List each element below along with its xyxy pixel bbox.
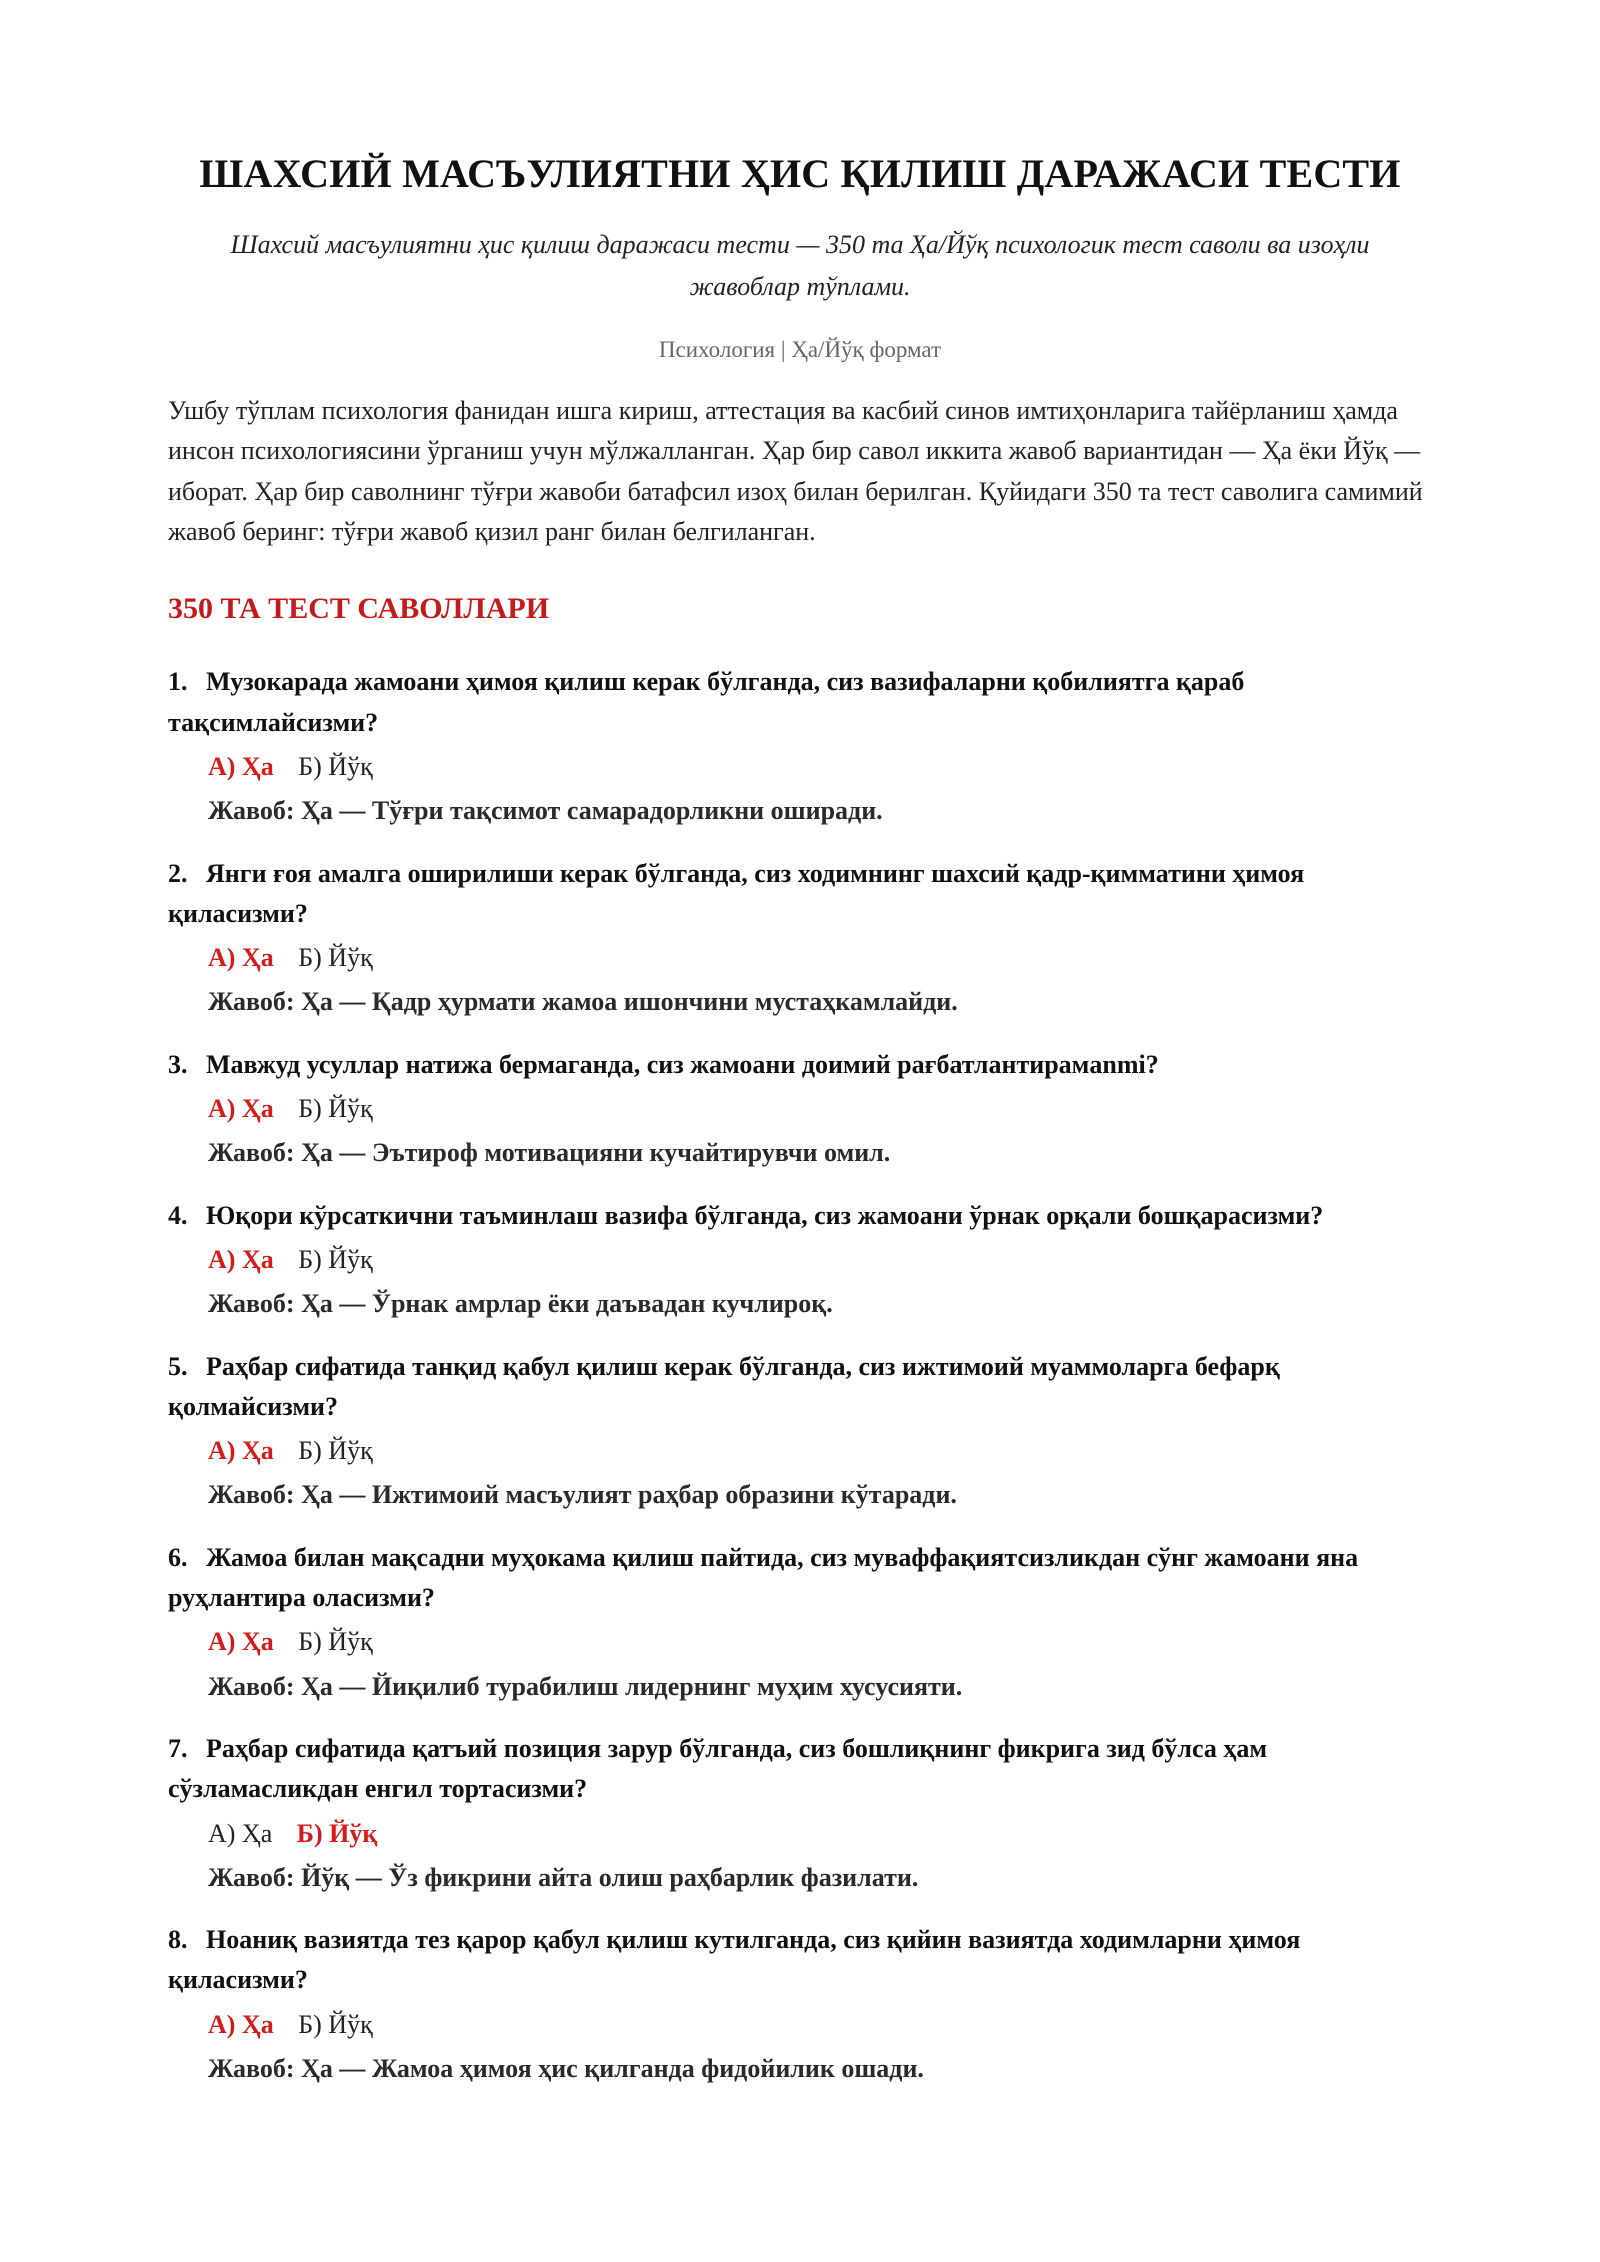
- question-body: Мавжуд усуллар натижа бермаганда, сиз жамоани доимий рағбатлантирамanmi?: [206, 1049, 1159, 1079]
- answer-explanation: Жавоб: Ҳа — Қадр ҳурмати жамоа ишончини мустаҳкамлайди.: [208, 987, 958, 1017]
- question-item: [168, 1538, 1432, 1707]
- question-item: [168, 854, 1432, 1023]
- answer-options: [208, 747, 1432, 787]
- question-item: [168, 1920, 1432, 2089]
- answer-explanation: Жавоб: Ҳа — Ўрнак амрлар ёки даъвадан кучлироқ.: [208, 1289, 833, 1319]
- option-a: А) Ҳа: [208, 1436, 274, 1466]
- document-meta: Психология | Ҳа/Йўқ формат: [658, 337, 942, 363]
- answer-explanation: Жавоб: Йўқ — Ўз фикрини айта олиш раҳбарлик фазилати.: [208, 1862, 919, 1892]
- answer-explanation: Жавоб: Ҳа — Эътироф мотивацияни кучайтирувчи омил.: [208, 1138, 891, 1168]
- question-body: Раҳбар сифатида қатъий позиция зарур бўлганда, сиз бошлиқнинг фикрига зид бўлса ҳам сўзламасликдан енгил тортасизми?: [168, 1733, 1268, 1804]
- answer-options: [208, 1814, 1432, 1854]
- question-number: 3.: [168, 1049, 188, 1079]
- answer-options: [208, 938, 1432, 978]
- question-number: 2.: [168, 858, 188, 888]
- question-number: 6.: [168, 1542, 188, 1572]
- option-b: Б) Йўқ: [298, 1627, 373, 1657]
- question-item: [168, 1196, 1432, 1325]
- option-a: А) Ҳа: [208, 943, 274, 973]
- option-b: Б) Йўқ: [298, 1244, 373, 1274]
- document-subtitle: Шахсий масъулиятни ҳис қилиш даражаси тести — 350 та Ҳа/Йўқ психологик тест саволи ва изоҳли жавоблар тўплами.: [230, 230, 1370, 301]
- option-a: А) Ҳа: [208, 1627, 274, 1657]
- section-heading: 350 ТА ТЕСТ САВОЛЛАРИ: [168, 592, 550, 626]
- answer-explanation: Жавоб: Ҳа — Жамоа ҳимоя ҳис қилганда фидойилик ошади.: [208, 2053, 924, 2083]
- question-item: [168, 1347, 1432, 1516]
- option-b: Б) Йўқ: [298, 1094, 373, 1124]
- question-item: [168, 1729, 1432, 1898]
- question-text: [168, 1538, 1432, 1619]
- option-b: Б) Йўқ: [298, 943, 373, 973]
- option-a: А) Ҳа: [208, 751, 274, 781]
- question-text: [168, 1347, 1432, 1428]
- answer-explanation: Жавоб: Ҳа — Йиқилиб турабилиш лидернинг муҳим хусусияти.: [208, 1671, 963, 1701]
- question-body: Раҳбар сифатида танқид қабул қилиш керак бўлганда, сиз ижтимоий муаммоларга бефарқ қолмайсизми?: [168, 1351, 1280, 1421]
- question-text: [168, 1045, 1432, 1085]
- question-text: [168, 1920, 1432, 2001]
- answer-options: [208, 2005, 1432, 2045]
- option-a: А) Ҳа: [208, 1818, 273, 1848]
- question-text: [168, 1196, 1432, 1236]
- question-body: Янги ғоя амалга оширилиши керак бўлганда, сиз ходимнинг шахсий қадр-қимматини ҳимоя қиласизми?: [168, 858, 1305, 928]
- option-a: А) Ҳа: [208, 1244, 274, 1274]
- question-item: [168, 1045, 1432, 1174]
- question-list: [168, 662, 1432, 2089]
- answer-explanation: Жавоб: Ҳа — Тўғри тақсимот самарадорликни оширади.: [208, 796, 883, 826]
- question-body: Музокарада жамоани ҳимоя қилиш керак бўлганда, сиз вазифаларни қобилиятга қараб тақсимлайсизми?: [168, 667, 1245, 737]
- question-number: 7.: [168, 1733, 188, 1763]
- question-item: [168, 662, 1432, 831]
- option-b: Б) Йўқ: [296, 1818, 378, 1848]
- question-text: [168, 1729, 1432, 1810]
- option-b: Б) Йўқ: [298, 1436, 373, 1466]
- question-number: 8.: [168, 1925, 188, 1955]
- question-body: Ноаниқ вазиятда тез қарор қабул қилиш кутилганда, сиз қийин вазиятда ходимларни ҳимоя қиласизми?: [168, 1925, 1301, 1995]
- question-number: 1.: [168, 667, 188, 697]
- question-body: Юқори кўрсаткични таъминлаш вазифа бўлганда, сиз жамоани ўрнак орқали бошқарасизми?: [206, 1200, 1324, 1230]
- answer-options: [208, 1622, 1432, 1662]
- option-a: А) Ҳа: [208, 2009, 274, 2039]
- answer-options: [208, 1240, 1432, 1280]
- answer-options: [208, 1089, 1432, 1129]
- question-number: 4.: [168, 1200, 188, 1230]
- answer-options: [208, 1431, 1432, 1471]
- document-title: ШАХСИЙ МАСЪУЛИЯТНИ ҲИС ҚИЛИШ ДАРАЖАСИ ТЕСТИ: [199, 151, 1401, 196]
- option-b: Б) Йўқ: [298, 751, 373, 781]
- option-a: А) Ҳа: [208, 1094, 274, 1124]
- intro-paragraph: Ушбу тўплам психология фанидан ишга кириш, аттестация ва касбий синов имтиҳонларига тайёрланиш ҳамда инсон психологиясини ўрганиш учун мўлжалланган. Ҳар бир савол иккита жавоб вариантидан — Ҳа ёки Йўқ — иборат. Ҳар бир саволнинг тўғри жавоби батафсил изоҳ билан берилган. Қуйидаги 350 та тест саволига самимий жавоб беринг: тўғри жавоб қизил ранг билан белгиланган.: [168, 396, 1423, 547]
- question-number: 5.: [168, 1351, 188, 1381]
- option-b: Б) Йўқ: [298, 2009, 373, 2039]
- answer-explanation: Жавоб: Ҳа — Ижтимоий масъулият раҳбар образини кўтаради.: [208, 1480, 957, 1510]
- question-text: [168, 662, 1432, 743]
- question-body: Жамоа билан мақсадни муҳокама қилиш пайтида, сиз муваффақиятсизликдан сўнг жамоани яна руҳлантира оласизми?: [168, 1542, 1359, 1613]
- question-text: [168, 854, 1432, 935]
